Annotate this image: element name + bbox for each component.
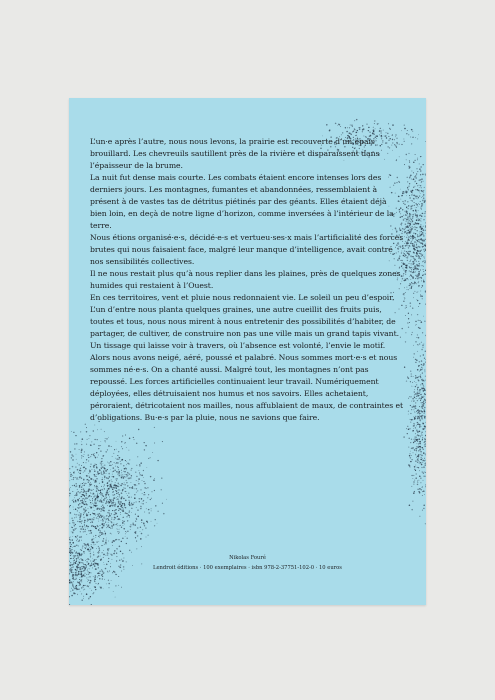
paragraph-2: La nuit fut dense mais courte. Les combats étaient encore intenses lors des derniers jours. Les montagnes, fumantes et abandonnées, ressemblaient à présent à de vastes tas de détritus piétinés par des géants. Elles étaient déjà bien loin, en deçà de notre ligne d’horizon, comme inversées à l’intérieur de la terre. (90, 173, 394, 230)
author-name: Nikolas Fouré (229, 555, 266, 561)
paragraph-3: Nous étions organisé·e·s, décidé·e·s et vertueu·ses·x mais l’artificialité des forces brutes qui nous faisaient face, malgré leur manque d’intelligence, avait contré nos sensibilités collectives. (90, 233, 404, 266)
book-cover (69, 98, 426, 605)
imprint-line: Lendroit éditions · 100 exemplaires · isbn 978-2-37751-102-0 · 10 euros (153, 565, 342, 571)
paragraph-4: Il ne nous restait plus qu’à nous replier dans les plaines, près de quelques zones humides qui restaient à l’Ouest. (90, 269, 401, 290)
paragraph-5: En ces territoires, vent et pluie nous redonnaient vie. Le soleil un peu d’espoir. L’un d’entre nous planta quelques graines, une autre cueillit des fruits puis, toutes et tous, nous nous mirent à nous entretenir des possibilités d’habiter, de partager, de cultiver, de construire non pas une ville mais un grand tapis vivant. Un tissage qui laisse voir à travers, où l’absence est volonté, l’envie le motif. Alors nous avons neigé, aéré, poussé et palabré. Nous sommes mort·e·s et nous sommes né·e·s. On a chanté aussi. Malgré tout, les montagnes n’ont pas repoussé. Les forces artificielles continuaient leur travail. Numériquement déployées, elles détruisaient nos humus et nos savoirs. Elles achetaient, péroraient, détricotaient nos mailles, nous affublaient de maux, de contraintes et d’obligations. Bu·e·s par la pluie, nous ne savions que faire. (90, 293, 404, 422)
paragraph-1: L’un·e après l’autre, nous nous levons, la prairie est recouverte d’un épais brouillard. Les chevreuils sautillent près de la rivière et disparaissent dans l’épaisseur de la brume. (90, 137, 380, 170)
body-text (90, 136, 404, 424)
